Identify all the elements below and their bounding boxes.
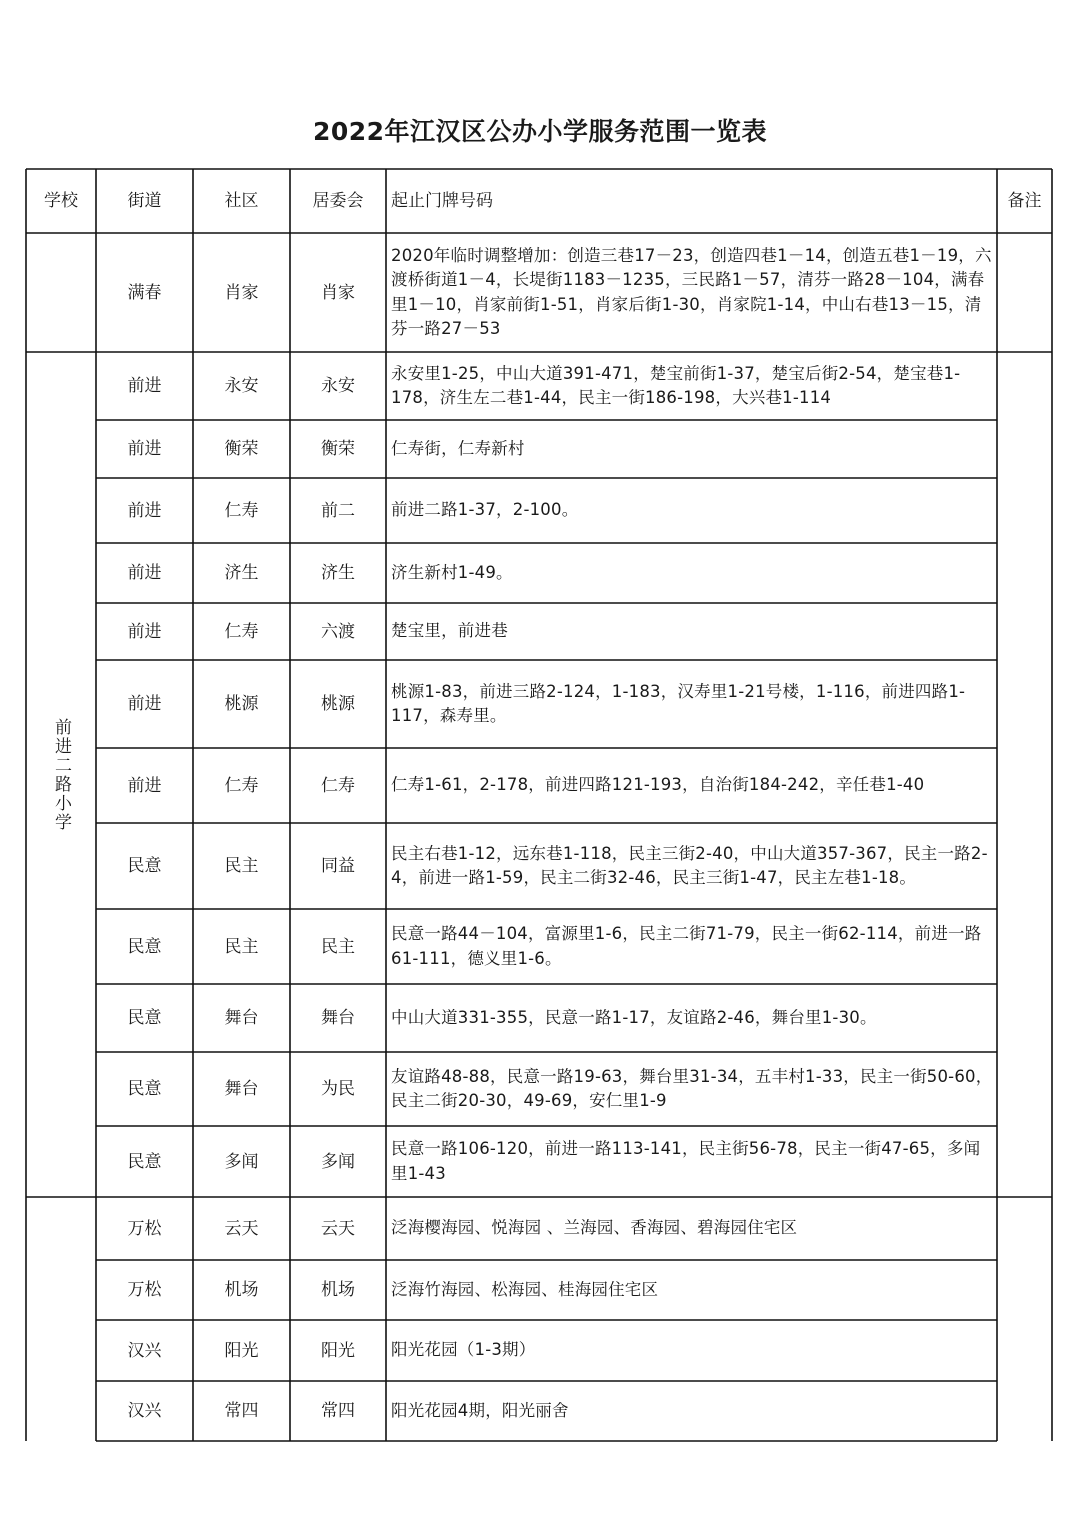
header-community: 社区 bbox=[224, 191, 259, 211]
table-row-community: 肖家 bbox=[224, 282, 259, 303]
table-row-community: 民主 bbox=[224, 936, 259, 957]
table-row-range: 济生新村1-49。 bbox=[391, 562, 513, 582]
table-row-community: 机场 bbox=[224, 1280, 259, 1300]
table-row-street: 前进 bbox=[127, 500, 162, 521]
table-row-community: 云天 bbox=[224, 1218, 259, 1239]
table-row-range: 桃源1-83，前进三路2-124，1-183，汉寿里1-21号楼，1-116，前进四路1-117，森寿里。 bbox=[391, 681, 966, 725]
table-row-community: 衡荣 bbox=[224, 439, 259, 459]
table-row-committee: 仁寿 bbox=[321, 775, 355, 796]
table-row-range: 永安里1-25，中山大道391-471，楚宝前街1-37，楚宝后街2-54，楚宝巷1-178，济生左二巷1-44，民主一街186-198，大兴巷1-114 bbox=[391, 363, 961, 407]
table-row-committee: 前二 bbox=[321, 500, 355, 521]
table-row-street: 汉兴 bbox=[127, 1401, 162, 1421]
table-row-committee: 六渡 bbox=[321, 621, 355, 642]
table-row-street: 汉兴 bbox=[127, 1340, 162, 1361]
table-row-community: 多闻 bbox=[224, 1151, 259, 1172]
table-row-range: 泛海樱海园、悦海园 、兰海园、香海园、碧海园住宅区 bbox=[391, 1218, 798, 1238]
table-row-street: 万松 bbox=[127, 1280, 162, 1300]
table-row-range: 阳光花园4期，阳光丽舍 bbox=[391, 1400, 569, 1420]
table-row-range: 仁寿街，仁寿新村 bbox=[391, 438, 525, 458]
table-row-range: 民意一路44－104，富源里1-6，民主二街71-79，民主一街62-114，前进一路61-111，德义里1-6。 bbox=[391, 924, 982, 968]
table-row-range: 中山大道331-355，民意一路1-17，友谊路2-46，舞台里1-30。 bbox=[391, 1007, 877, 1027]
table-row-range: 民主右巷1-12，远东巷1-118，民主三街2-40，中山大道357-367，民主一路2-4，前进一路1-59，民主二街32-46，民主三街1-47，民主左巷1-18。 bbox=[391, 843, 988, 887]
table-row-committee: 舞台 bbox=[321, 1008, 355, 1028]
table-row-committee: 永安 bbox=[321, 376, 355, 396]
table-row-community: 阳光 bbox=[224, 1340, 259, 1361]
table-row-community: 仁寿 bbox=[224, 500, 259, 521]
table-row-street: 前进 bbox=[127, 775, 162, 796]
table-row-range: 楚宝里，前进巷 bbox=[391, 621, 508, 641]
table-row-community: 桃源 bbox=[224, 694, 259, 714]
table-row-committee: 常四 bbox=[321, 1401, 355, 1421]
school-name-text: 前进二路小学 bbox=[51, 717, 71, 832]
table-row-street: 万松 bbox=[127, 1218, 162, 1239]
table-row-street: 前进 bbox=[127, 376, 162, 396]
table-row-street: 民意 bbox=[127, 936, 162, 957]
table-row-range: 泛海竹海园、松海园、桂海园住宅区 bbox=[391, 1279, 659, 1299]
page-title: 2022年江汉区公办小学服务范围一览表 bbox=[312, 117, 768, 146]
table-row-committee: 桃源 bbox=[321, 694, 355, 714]
table-row-community: 济生 bbox=[224, 563, 259, 583]
table-row-committee: 云天 bbox=[321, 1218, 355, 1239]
header-street: 街道 bbox=[127, 191, 162, 211]
table-row-committee: 同益 bbox=[321, 856, 355, 876]
table-row-committee: 多闻 bbox=[321, 1151, 355, 1172]
table-row-community: 仁寿 bbox=[224, 775, 259, 796]
table-row-committee: 济生 bbox=[321, 563, 355, 583]
table-row-street: 前进 bbox=[127, 439, 162, 459]
table-row-committee: 机场 bbox=[321, 1280, 355, 1300]
header-school: 学校 bbox=[44, 191, 78, 211]
table-row-street: 前进 bbox=[127, 694, 162, 714]
header-range: 起止门牌号码 bbox=[391, 191, 493, 211]
table-row-street: 满春 bbox=[127, 282, 162, 303]
header-committee: 居委会 bbox=[312, 191, 364, 211]
table-row-range: 友谊路48-88，民意一路19-63，舞台里31-34，五丰村1-33，民主一街50-60，民主二街20-30，49-69，安仁里1-9 bbox=[391, 1066, 993, 1110]
table-row-community: 舞台 bbox=[224, 1008, 259, 1028]
table-row-street: 民意 bbox=[127, 1008, 162, 1028]
table-row-street: 民意 bbox=[127, 1151, 162, 1172]
table-row-community: 民主 bbox=[224, 856, 259, 876]
table-row-community: 常四 bbox=[224, 1401, 259, 1421]
table-row-committee: 衡荣 bbox=[321, 439, 355, 459]
table-row-community: 舞台 bbox=[224, 1079, 259, 1099]
table-row-community: 仁寿 bbox=[224, 621, 259, 642]
table-row-street: 前进 bbox=[127, 563, 162, 583]
table-row-committee: 阳光 bbox=[321, 1340, 355, 1361]
table-row-street: 前进 bbox=[127, 621, 162, 642]
table-row-street: 民意 bbox=[127, 1079, 162, 1099]
table-row-range: 仁寿1-61，2-178，前进四路121-193，自治街184-242，辛任巷1-40 bbox=[391, 775, 925, 795]
table-row-community: 永安 bbox=[224, 376, 259, 396]
table-row-committee: 为民 bbox=[321, 1079, 355, 1099]
table-row-range: 前进二路1-37，2-100。 bbox=[391, 500, 579, 520]
table-row-committee: 肖家 bbox=[321, 282, 355, 303]
table-row-range: 2020年临时调整增加：创造三巷17－23，创造四巷1－14，创造五巷1－19，六渡桥街道1－4，长堤街1183－1235，三民路1－57，清芬一路28－104，满春里1－10，肖家前街1-51，肖家后街1-30，肖家院1-14，中山右巷13－15，清芬一路27－53 bbox=[391, 245, 992, 338]
header-note: 备注 bbox=[1007, 191, 1042, 211]
table-row-committee: 民主 bbox=[321, 936, 355, 957]
table-row-range: 阳光花园（1-3期） bbox=[391, 1340, 536, 1360]
table-row-range: 民意一路106-120，前进一路113-141，民主街56-78，民主一街47-65，多闻里1-43 bbox=[391, 1139, 981, 1183]
school-name-qianjin bbox=[26, 352, 96, 1197]
table-row-street: 民意 bbox=[127, 856, 162, 876]
